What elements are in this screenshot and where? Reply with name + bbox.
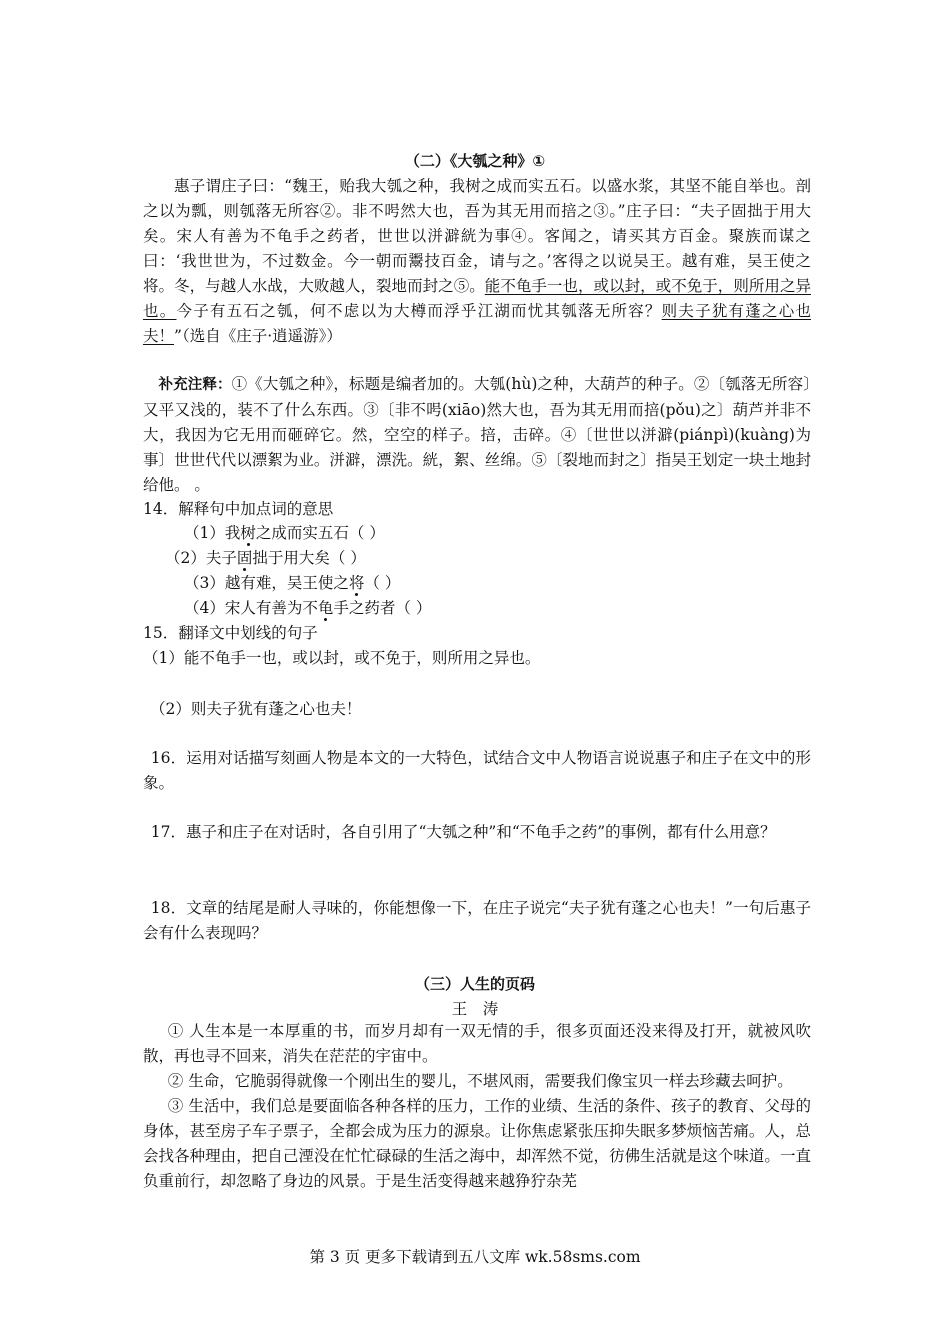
dotted-char: 龟	[317, 599, 334, 617]
paragraph-1: ① 人生本是一本厚重的书，而岁月却有一双无情的手，很多页面还没来得及打开，就被风吹散，再也寻不回来，消失在茫茫的宇宙中。	[143, 1022, 811, 1065]
notes-body: ①《大瓠之种》，标题是编者加的。大瓠(hù)之种，大葫芦的种子。②〔瓠落无所容〕又平又浅的，装不了什么东西。③〔非不呺(xiāo)然大也，吾为其无用而掊(pǒu)之〕葫芦并非不大，我因为它无用而砸碎它。然，空空的样子。掊，击碎。④〔世世以洴澼(piánpì)(kuàng)为事〕世世代代以漂絮为业。洴澼，漂洗。絖，絮、丝绵。⑤〔裂地而封之〕指吴王划定一块土地封给他。 。	[143, 375, 812, 494]
q14-item-1: （1）我树之成而实五石（ ）	[184, 524, 385, 542]
q14-item-4: （4）宋人有善为不龟手之药者（ ）	[184, 599, 432, 617]
paragraph-3: ③ 生活中，我们总是要面临各种各样的压力，工作的业绩、生活的条件、孩子的教育、父母的身体，甚至房子车子票子，全都会成为压力的源泉。让你焦虑紧张压抑失眠多梦烦恼苦痛。人，总会找各种理由，把自己湮没在忙忙碌碌的生活之海中，却浑然不觉，彷佛生活就是这个味道。一直负重前行，却忽略了身边的风景。于是生活变得越来越狰狞杂芜	[143, 1097, 811, 1190]
page-footer: 第 3 页 更多下载请到五八文库 wk.58sms.com	[309, 1248, 641, 1266]
q14-item-3: （3）越有难，吴王使之将（ ）	[184, 574, 401, 592]
q17-text: 17．惠子和庄子在对话时，各自引用了“大瓠之种”和“不龟手之药”的事例，都有什么用意？	[150, 823, 776, 841]
q16-block	[143, 746, 811, 796]
dotted-char: 树	[240, 524, 256, 542]
underlined-sentence-2: 则夫子犹有蓬之心也夫！	[143, 302, 811, 345]
dotted-char: 将	[348, 574, 365, 592]
q15-sentence-2: （2）则夫子犹有蓬之心也夫！	[150, 700, 362, 718]
q16-text: 16．运用对话描写刻画人物是本文的一大特色，试结合文中人物语言说说惠子和庄子在文中的形象。	[143, 749, 811, 792]
section3-body	[143, 1019, 811, 1194]
q14-stem: 14．解释句中加点词的意思	[143, 500, 334, 518]
passage-lead: 惠子谓庄子曰：“魏王，贻我大瓠之种，我树之成而实五石。以盛水浆，其坚不能自举也。剖之以为瓢，则瓠落无所容②。非不呺然大也，吾为其无用而掊之③。”庄子曰：“夫子固拙于用大矣。宋人有善为不龟手之药者，世世以洴澼絖为事④。客闻之，请买其方百金。聚族而谋之曰：‘我世世为，不过数金。今一朝而鬻技百金，请与之。’客得之以说吴王。越有难，吴王使之将。冬，与越人水战，大败越人，裂地而封之⑤。	[143, 177, 811, 295]
notes-text	[143, 372, 811, 498]
section3-title: （三）人生的页码	[414, 975, 535, 993]
underlined-sentence-1: 能不龟手一也，或以封，或不免于，则所用之异也。	[143, 277, 811, 320]
notes-block	[143, 372, 811, 498]
notes-label: 补充注释：	[158, 377, 232, 393]
dotted-char: 固	[236, 549, 253, 567]
section3-author: 王 涛	[451, 1000, 499, 1018]
paragraph-2: ② 生命，它脆弱得就像一个刚出生的婴儿，不堪风雨，需要我们像宝贝一样去珍藏去呵护。	[167, 1072, 793, 1090]
passage-text	[143, 174, 811, 349]
section2-title: （二）《大瓠之种》①	[404, 152, 546, 170]
passage-tail: ”（选自《庄子·逍遥游》）	[174, 327, 342, 345]
q18-block	[143, 896, 811, 946]
q15-stem: 15．翻译文中划线的句子	[143, 624, 318, 642]
q18-text: 18．文章的结尾是耐人寻味的，你能想像一下，在庄子说完“夫子犹有蓬之心也夫！”一句后惠子会有什么表现吗？	[143, 899, 811, 942]
q17-block	[143, 820, 811, 845]
passage-mid: 今子有五石之瓠，何不虑以为大樽而浮乎江湖而忧其瓠落无所容？	[176, 302, 662, 320]
passage-block	[143, 174, 811, 349]
q15-sentence-1: （1）能不龟手一也，或以封，或不免于，则所用之异也。	[143, 649, 541, 667]
q14-item-2: （2）夫子固拙于用大矣（ ）	[165, 549, 366, 567]
